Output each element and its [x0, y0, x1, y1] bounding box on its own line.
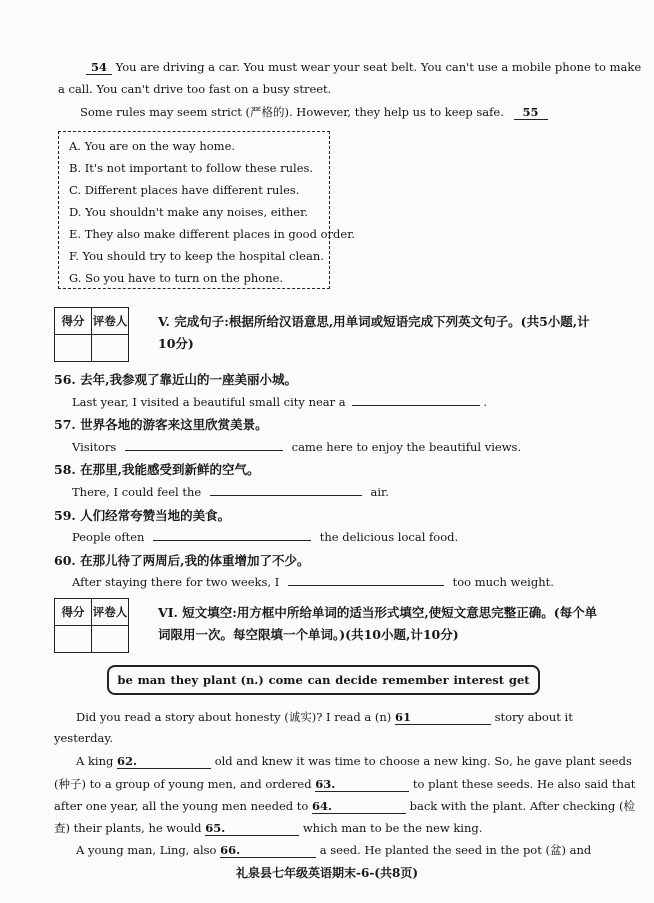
q54-text-1: You are driving a car. You must wear your seat belt. You can't use a mobile phone to make	[115, 60, 642, 74]
q57-before: Visitors	[72, 440, 117, 454]
passage-line-4	[54, 776, 635, 792]
passage-line-3	[76, 754, 632, 769]
q60-after: too much weight.	[452, 575, 554, 589]
passage-line-2: yesterday.	[54, 731, 113, 745]
grader-cell[interactable]	[92, 335, 129, 362]
passage-line-5	[54, 798, 635, 814]
p4a: (种子) to a group of young men, and ordered	[54, 777, 312, 791]
p3b: old and knew it was time to choose a new king. So, he gave plant seeds	[214, 754, 632, 768]
option-d: D. You shouldn't make any noises, either.	[69, 205, 308, 219]
q57-en	[72, 438, 521, 454]
q58-cn: 58. 在那里,我能感受到新鲜的空气。	[54, 462, 260, 477]
q60-cn: 60. 在那儿待了两周后,我的体重增加了不少。	[54, 553, 310, 568]
word-item: interest	[453, 673, 505, 687]
passage-line-7	[76, 842, 591, 858]
grader-label: 评卷人	[92, 599, 129, 626]
section6-title: VI. 短文填空:用方框中所给单词的适当形式填空,使短文意思完整正确。(每个单词限用一次。每空限填一个单词。)(共10小题,计10分)	[158, 605, 598, 642]
score-label: 得分	[55, 599, 92, 626]
q60-before: After staying there for two weeks, I	[72, 575, 280, 589]
q56-after: .	[483, 395, 487, 409]
option-a: A. You are on the way home.	[69, 139, 236, 153]
q59-before: People often	[72, 530, 145, 544]
word-item: plant (n.)	[202, 673, 264, 687]
q57-blank[interactable]	[125, 438, 283, 451]
p6b: which man to be the new king.	[302, 821, 483, 835]
word-item: get	[508, 673, 530, 687]
section5-title: V. 完成句子:根据所给汉语意思,用单词或短语完成下列英文句子。(共5小题,计10分)	[158, 314, 590, 351]
score-cell[interactable]	[55, 626, 92, 653]
p7a: A young man, Ling, also	[76, 843, 217, 857]
word-item: decide	[335, 673, 378, 687]
option-b: B. It's not important to follow these rules.	[69, 161, 314, 175]
q63-blank[interactable]: 63.	[315, 777, 409, 792]
option-c: C. Different places have different rules.	[69, 183, 300, 197]
q55-text: Some rules may seem strict (严格的). However, they help us to keep safe.	[80, 105, 504, 119]
score-label: 得分	[55, 308, 92, 335]
q56-en	[72, 393, 487, 409]
grader-label: 评卷人	[92, 308, 129, 335]
option-f: F. You should try to keep the hospital clean.	[69, 249, 324, 263]
q58-en	[72, 483, 389, 499]
q58-before: There, I could feel the	[72, 485, 202, 499]
word-item: man	[137, 673, 166, 687]
word-item: be	[117, 673, 133, 687]
q55-line	[80, 104, 548, 120]
q54-line	[86, 60, 641, 75]
q56-cn: 56. 去年,我参观了靠近山的一座美丽小城。	[54, 372, 297, 387]
q59-blank[interactable]	[153, 528, 311, 541]
q58-blank[interactable]	[210, 483, 362, 496]
p3a: A king	[76, 754, 114, 768]
p5b: back with the plant. After checking (检	[409, 799, 635, 813]
p1a: Did you read a story about honesty (诚实)? I read a (n)	[76, 710, 392, 724]
p7b: a seed. He planted the seed in the pot (盆) and	[319, 843, 592, 857]
q58-after: air.	[370, 485, 389, 499]
q56-blank[interactable]	[352, 393, 480, 406]
options-box	[58, 131, 356, 289]
score-cell[interactable]	[55, 335, 92, 362]
word-item: they	[170, 673, 199, 687]
option-g: G. So you have to turn on the phone.	[69, 271, 284, 285]
passage-line-6	[54, 820, 482, 836]
q60-en	[72, 573, 554, 589]
q55-blank[interactable]: 55	[514, 105, 548, 120]
q61-blank[interactable]: 61	[395, 710, 491, 725]
q66-blank[interactable]: 66.	[220, 843, 316, 858]
q57-after: came here to enjoy the beautiful views.	[291, 440, 522, 454]
passage-line-1	[76, 709, 573, 725]
q57-cn: 57. 世界各地的游客来这里欣赏美景。	[54, 417, 268, 432]
p5a: after one year, all the young men needed to	[54, 799, 309, 813]
page-footer: 礼泉县七年级英语期末-6-(共8页)	[235, 866, 419, 880]
p4b: to plant these seeds. He also said that	[412, 777, 636, 791]
grader-cell[interactable]	[92, 626, 129, 653]
option-e: E. They also make different places in good order.	[69, 227, 356, 241]
q65-blank[interactable]: 65.	[205, 821, 299, 836]
q64-blank[interactable]: 64.	[312, 799, 406, 814]
word-bank	[107, 665, 540, 695]
q59-en	[72, 528, 458, 544]
p1b: story about it	[494, 710, 573, 724]
q60-blank[interactable]	[288, 573, 444, 586]
q54-blank[interactable]: 54	[86, 60, 112, 75]
word-item: remember	[382, 673, 449, 687]
word-item: can	[307, 673, 331, 687]
word-item: come	[268, 673, 303, 687]
q59-cn: 59. 人们经常夸赞当地的美食。	[54, 508, 231, 523]
q62-blank[interactable]: 62.	[117, 754, 211, 769]
score-table-5	[54, 307, 129, 362]
q59-after: the delicious local food.	[319, 530, 459, 544]
q56-before: Last year, I visited a beautiful small city near a	[72, 395, 346, 409]
p6a: 查) their plants, he would	[54, 821, 202, 835]
score-table-6	[54, 598, 129, 653]
q54-text-2: a call. You can't drive too fast on a busy street.	[58, 82, 332, 96]
